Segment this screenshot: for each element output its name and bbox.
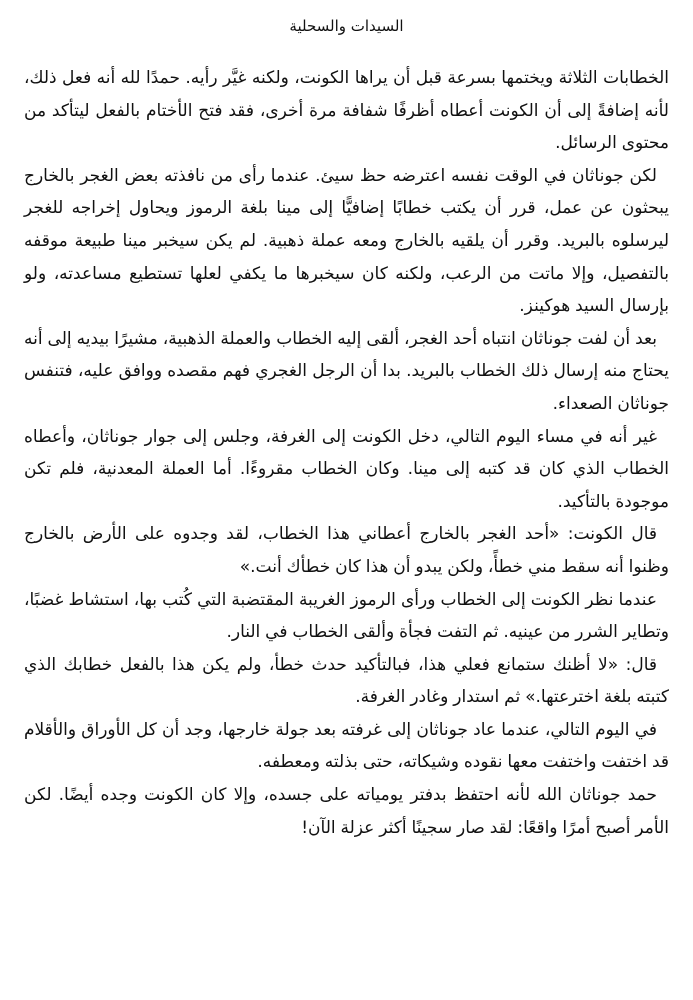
paragraph: قال الكونت: «أحد الغجر بالخارج أعطاني هذا الخطاب، لقد وجدوه على الأرض بالخارج وظنوا أنه سقط مني خطأً، ولكن يبدو أن هذا كان خطأك أنت.»	[24, 524, 669, 577]
paragraph: في اليوم التالي، عندما عاد جوناثان إلى غرفته بعد جولة خارجها، وجد أن كل الأوراق والأقلام قد اختفت واختفت معها نقوده وشيكاته، حتى بذلته ومعطفه.	[24, 719, 669, 773]
paragraph: بعد أن لفت جوناثان انتباه أحد الغجر، ألقى إليه الخطاب والعملة الذهبية، مشيرًا بيديه إلى أنه يحتاج منه إرسال ذلك الخطاب بالبريد. بدا أن الرجل الغجري فهم مقصده ووافق عليه، فتنفس جوناثان الصعداء.	[24, 328, 669, 414]
paragraph: لكن جوناثان في الوقت نفسه اعترضه حظ سيئ. عندما رأى من نافذته بعض الغجر بالخارج يبحثون عن عمل، قرر أن يكتب خطابًا إضافيًّا إلى مينا بلغة الرموز ويحاول إخراجه للغجر ليرسلوه بالبريد. وقرر أن يلقيه بالخارج ومعه عملة ذهبية. لم يكن سيخبر مينا طبيعة موقفه بالتفصيل، وإلا ماتت من الرعب، ولكنه كان سيخبرها ما يكفي لعلها تستطيع مساعدته، ولو بإرسال السيد هوكينز.	[24, 165, 669, 317]
page-body	[24, 62, 669, 844]
running-header: السيدات والسحلية	[289, 17, 404, 35]
paragraph: حمد جوناثان الله لأنه احتفظ بدفتر يومياته على جسده، وإلا كان الكونت وجده أيضًا. لكن الأمر أصبح أمرًا واقعًا: لقد صار سجينًا أكثر عزلة الآن!	[24, 785, 669, 838]
paragraph: الخطابات الثلاثة ويختمها بسرعة قبل أن يراها الكونت، ولكنه غيَّر رأيه. حمدًا لله أنه فعل ذلك، لأنه إضافةً إلى أن الكونت أعطاه أظرفًا شفافة مرة أخرى، فقد فتح الأختام بالفعل ليتأكد من محتوى الرسائل.	[24, 68, 669, 154]
paragraph: قال: «لا أظنك ستمانع فعلي هذا، فبالتأكيد حدث خطأ، ولم يكن هذا بالفعل خطابك الذي كتبته بلغة اخترعتها.» ثم استدار وغادر الغرفة.	[24, 654, 669, 708]
paragraph: غير أنه في مساء اليوم التالي، دخل الكونت إلى الغرفة، وجلس إلى جوار جوناثان، وأعطاه الخطاب الذي كان قد كتبه إلى مينا. وكان الخطاب مقروءًا. أما العملة المعدنية، فلم تكن موجودة بالتأكيد.	[24, 426, 669, 512]
paragraph: عندما نظر الكونت إلى الخطاب ورأى الرموز الغريبة المقتضبة التي كُتب بها، استشاط غضبًا، وتطاير الشرر من عينيه. ثم التفت فجأة وألقى الخطاب في النار.	[24, 589, 669, 643]
